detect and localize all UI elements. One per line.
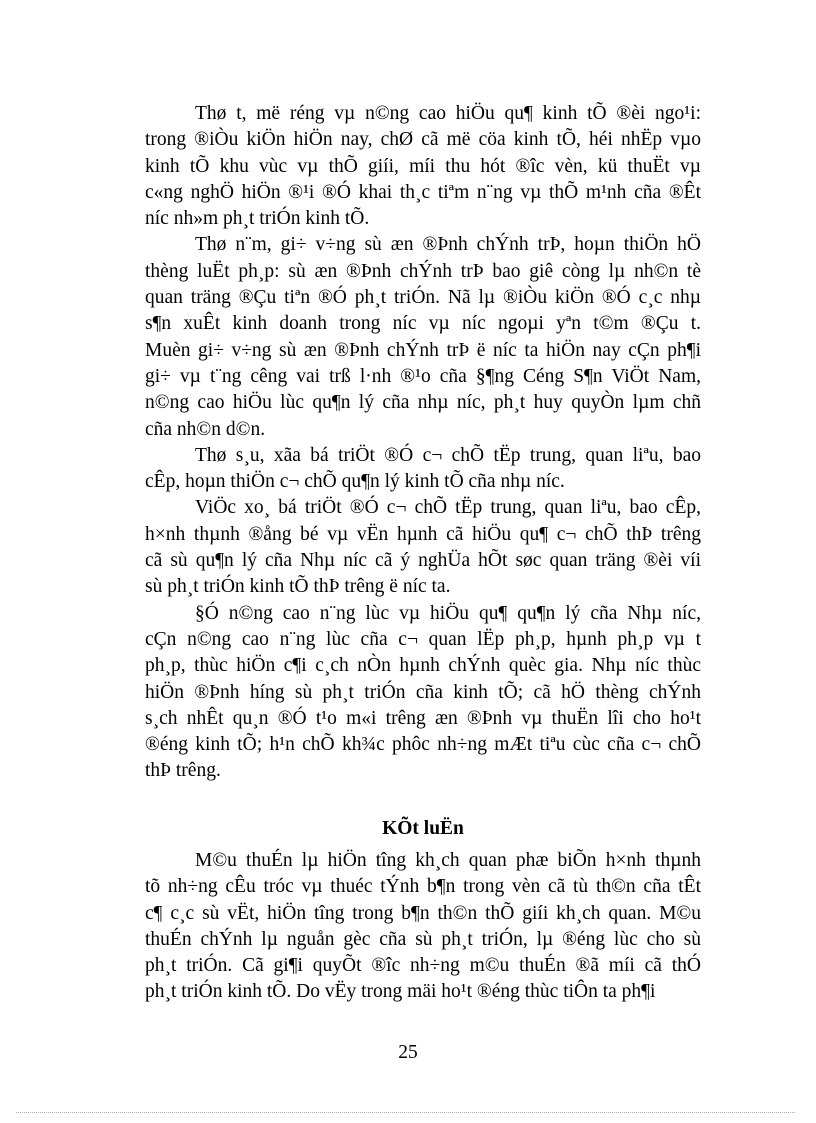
text-line: thuÉn chÝnh lµ nguån gèc cña sù ph¸t triÓn, lµ ®éng lùc cho sù	[145, 928, 701, 950]
text-line: s¶n xuÊt kinh doanh trong níc vµ níc ngoµi yªn t©m ®Çu t.	[145, 313, 701, 335]
text-line: Muèn gi÷ v÷ng sù æn ®Þnh chÝnh trÞ ë níc ta hiÖn nay cÇn ph¶i	[145, 339, 701, 361]
paragraph	[145, 443, 701, 496]
conclusion-text	[145, 848, 701, 1006]
text-line: cã sù qu¶n lý cña Nhµ níc cã ý nghÜa hÕt søc quan träng ®èi víi	[145, 550, 701, 572]
text-line: ph¸p, thùc hiÖn c¶i c¸ch nÒn hµnh chÝnh quèc gia. Nhµ níc thùc	[145, 655, 701, 677]
text-line: gi÷ vµ t¨ng cêng vai trß l·nh ®¹o cña §¶ng Céng S¶n ViÖt Nam,	[145, 365, 701, 387]
paragraph	[145, 232, 701, 442]
text-line: quan träng ®Çu tiªn ®Ó ph¸t triÓn. Nã lµ ®iÒu kiÖn ®Ó c¸c nhµ	[145, 287, 701, 309]
text-line: c«ng nghÖ hiÖn ®¹i ®Ó khai th¸c tiªm n¨ng vµ thÕ m¹nh cña ®Êt	[145, 181, 701, 203]
text-line: kinh tÕ khu vùc vµ thÕ giíi, míi thu hót ®îc vèn, kü thuËt vµ	[145, 155, 701, 177]
text-line: Thø t, më réng vµ n©ng cao hiÖu qu¶ kinh tÕ ®èi ngo¹i:	[195, 103, 701, 124]
text-line: ®éng kinh tÕ; h¹n chÕ kh¾c phôc nh÷ng mÆt tiªu cùc cña c¬ chÕ	[145, 734, 701, 756]
paragraph	[145, 848, 701, 1006]
text-line: h×nh thµnh ®ång bé vµ vËn hµnh cã hiÖu qu¶ c¬ chÕ thÞ trêng	[145, 523, 701, 545]
text-line: thÞ trêng.	[145, 760, 221, 782]
text-line: trong ®iÒu kiÖn hiÖn nay, chØ cã më cöa kinh tÕ, héi nhËp vµo	[145, 129, 701, 151]
text-line: n©ng cao hiÖu lùc qu¶n lý cña nhµ níc, ph¸t huy quyÒn lµm chñ	[145, 392, 701, 414]
text-line: cña nh©n d©n.	[145, 418, 266, 440]
text-line: ph¸t triÓn kinh tÕ. Do vËy trong mäi ho¹t ®éng thùc tiÔn ta ph¶i	[145, 981, 656, 1003]
text-line: c¶ c¸c sù vËt, hiÖn tîng trong b¶n th©n thÕ giíi kh¸ch quan. M©u	[145, 902, 701, 924]
text-line: níc nh»m ph¸t triÓn kinh tÕ.	[145, 208, 370, 230]
section-heading-conclusion: KÕt luËn	[382, 818, 464, 839]
page-bottom-border	[16, 1112, 795, 1113]
text-line: cÊp, hoµn thiÖn c¬ chÕ qu¶n lý kinh tÕ cña nhµ níc.	[145, 471, 565, 493]
text-line: hiÖn ®Þnh híng sù ph¸t triÓn cña kinh tÕ; cã hÖ thèng chÝnh	[145, 681, 701, 703]
text-line: M©u thuÉn lµ hiÖn tîng kh¸ch quan phæ biÕn h×nh thµnh	[195, 850, 701, 871]
text-line: cÇn n©ng cao n¨ng lùc cña c¬ quan lËp ph¸p, hµnh ph¸p vµ t	[145, 628, 701, 650]
paragraph	[145, 495, 701, 600]
text-line: ViÖc xo¸ bá triÖt ®Ó c¬ chÕ tËp trung, quan liªu, bao cÊp,	[195, 497, 701, 519]
text-line: tõ nh÷ng cÊu tróc vµ thuéc tÝnh b¶n trong vèn cã tù th©n cña tÊt	[145, 876, 701, 898]
text-line: thèng luËt ph¸p: sù æn ®Þnh chÝnh trÞ bao giê còng lµ nh©n tè	[145, 260, 701, 282]
text-line: §Ó n©ng cao n¨ng lùc vµ hiÖu qu¶ qu¶n lý cña Nhµ níc,	[195, 602, 701, 624]
text-line: s¸ch nhÊt qu¸n ®Ó t¹o m«i trêng æn ®Þnh vµ thuËn lîi cho ho¹t	[145, 707, 701, 729]
body-text	[145, 101, 701, 785]
text-line: ph¸t triÓn. Cã gi¶i quyÕt ®îc nh÷ng m©u thuÉn ®ã míi cã thÓ	[145, 955, 701, 977]
text-line: sù ph¸t triÓn kinh tÕ thÞ trêng ë níc ta.	[145, 576, 451, 598]
text-line: Thø n¨m, gi÷ v÷ng sù æn ®Þnh chÝnh trÞ, hoµn thiÖn hÖ	[195, 234, 701, 256]
text-line: Thø s¸u, xãa bá triÖt ®Ó c¬ chÕ tËp trung, quan liªu, bao	[195, 444, 701, 466]
paragraph	[145, 101, 701, 232]
paragraph	[145, 601, 701, 785]
page-number: 25	[398, 1042, 418, 1063]
